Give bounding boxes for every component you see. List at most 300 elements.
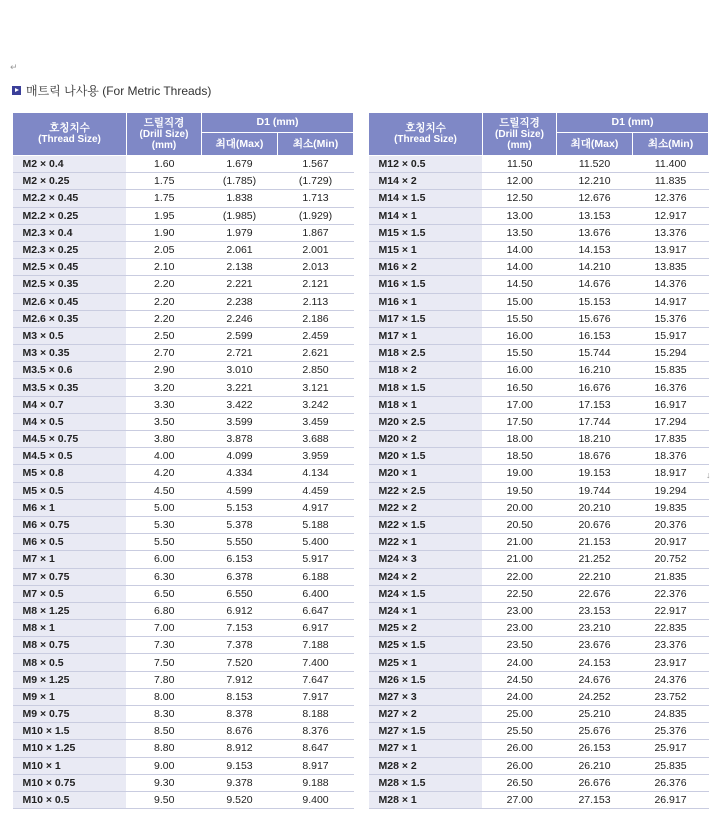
table-row <box>369 585 709 602</box>
bullet-arrow-icon <box>12 86 21 95</box>
return-mark: ↵ <box>10 62 18 72</box>
d1-max-cell: 13.153 <box>557 207 633 224</box>
table-row <box>369 327 709 344</box>
drill-size-cell: 14.00 <box>483 241 557 258</box>
d1-max-cell: (1.985) <box>202 207 278 224</box>
d1-max-cell: 24.153 <box>557 654 633 671</box>
d1-max-cell: 4.099 <box>202 448 278 465</box>
d1-max-cell: 16.210 <box>557 362 633 379</box>
drill-size-cell: 1.95 <box>127 207 202 224</box>
table-row <box>13 757 354 774</box>
thread-size-cell: M27 × 1.5 <box>369 723 483 740</box>
table-row <box>13 706 354 723</box>
d1-max-cell: 2.599 <box>202 327 278 344</box>
thread-size-cell: M4 × 0.7 <box>13 396 127 413</box>
d1-max-cell: 14.153 <box>557 241 633 258</box>
table-row <box>369 791 709 808</box>
d1-min-cell: 26.376 <box>633 774 709 791</box>
thread-size-cell: M24 × 2 <box>369 568 483 585</box>
d1-max-cell: 9.520 <box>202 791 278 808</box>
table-row <box>369 448 709 465</box>
thread-size-cell: M20 × 1.5 <box>369 448 483 465</box>
table-row <box>369 620 709 637</box>
table-row <box>13 293 354 310</box>
d1-max-cell: 12.676 <box>557 190 633 207</box>
d1-max-cell: 26.153 <box>557 740 633 757</box>
table-row <box>369 534 709 551</box>
table-row <box>13 534 354 551</box>
d1-max-cell: 7.912 <box>202 671 278 688</box>
table-row <box>369 740 709 757</box>
drill-size-cell: 2.90 <box>127 362 202 379</box>
d1-min-cell: 11.400 <box>633 156 709 173</box>
d1-min-cell: 23.376 <box>633 637 709 654</box>
thread-size-cell: M27 × 1 <box>369 740 483 757</box>
d1-max-cell: 5.378 <box>202 516 278 533</box>
drill-size-cell: 4.00 <box>127 448 202 465</box>
d1-max-cell: 2.061 <box>202 241 278 258</box>
thread-size-cell: M14 × 1.5 <box>369 190 483 207</box>
d1-max-cell: 1.979 <box>202 224 278 241</box>
d1-max-cell: 3.599 <box>202 413 278 430</box>
drill-size-cell: 15.00 <box>483 293 557 310</box>
d1-max-cell: 2.246 <box>202 310 278 327</box>
thread-size-cell: M10 × 0.75 <box>13 774 127 791</box>
drill-size-cell: 22.00 <box>483 568 557 585</box>
header-min: 최소(Min) <box>633 133 709 156</box>
thread-size-cell: M8 × 1 <box>13 620 127 637</box>
table-row <box>369 637 709 654</box>
drill-size-cell: 20.00 <box>483 499 557 516</box>
table-row <box>13 620 354 637</box>
thread-size-cell: M2.6 × 0.45 <box>13 293 127 310</box>
d1-max-cell: 9.153 <box>202 757 278 774</box>
d1-min-cell: 7.188 <box>278 637 354 654</box>
drill-size-cell: 16.00 <box>483 362 557 379</box>
d1-max-cell: 1.679 <box>202 156 278 173</box>
drill-size-cell: 25.50 <box>483 723 557 740</box>
thread-size-cell: M8 × 0.75 <box>13 637 127 654</box>
thread-size-cell: M17 × 1.5 <box>369 310 483 327</box>
table-row <box>369 482 709 499</box>
thread-size-cell: M24 × 3 <box>369 551 483 568</box>
d1-min-cell: 3.242 <box>278 396 354 413</box>
thread-size-cell: M28 × 2 <box>369 757 483 774</box>
table-row <box>369 207 709 224</box>
d1-max-cell: 2.721 <box>202 345 278 362</box>
thread-size-cell: M2.2 × 0.25 <box>13 207 127 224</box>
table-row <box>13 431 354 448</box>
drill-size-cell: 27.00 <box>483 791 557 808</box>
table-row <box>13 688 354 705</box>
d1-min-cell: 2.113 <box>278 293 354 310</box>
d1-max-cell: 8.153 <box>202 688 278 705</box>
d1-min-cell: 2.850 <box>278 362 354 379</box>
header-drill-size: 드릴직경 (Drill Size) (mm) <box>127 113 202 156</box>
d1-min-cell: 14.917 <box>633 293 709 310</box>
header-max: 최대(Max) <box>557 133 633 156</box>
table-row <box>13 551 354 568</box>
drill-size-cell: 13.50 <box>483 224 557 241</box>
d1-max-cell: 3.422 <box>202 396 278 413</box>
table-row <box>13 173 354 190</box>
d1-max-cell: 24.252 <box>557 688 633 705</box>
d1-min-cell: 8.917 <box>278 757 354 774</box>
d1-min-cell: 12.917 <box>633 207 709 224</box>
drill-size-cell: 9.00 <box>127 757 202 774</box>
thread-size-cell: M22 × 1.5 <box>369 516 483 533</box>
thread-size-cell: M3.5 × 0.6 <box>13 362 127 379</box>
thread-size-cell: M2.6 × 0.35 <box>13 310 127 327</box>
d1-min-cell: 19.835 <box>633 499 709 516</box>
drill-size-cell: 23.00 <box>483 602 557 619</box>
thread-size-cell: M12 × 0.5 <box>369 156 483 173</box>
d1-max-cell: 23.676 <box>557 637 633 654</box>
d1-min-cell: 6.188 <box>278 568 354 585</box>
thread-size-cell: M28 × 1 <box>369 791 483 808</box>
thread-size-cell: M15 × 1.5 <box>369 224 483 241</box>
thread-size-cell: M6 × 0.75 <box>13 516 127 533</box>
table-row <box>13 379 354 396</box>
d1-max-cell: 19.153 <box>557 465 633 482</box>
drill-size-cell: 6.50 <box>127 585 202 602</box>
table-row <box>369 396 709 413</box>
drill-size-cell: 17.00 <box>483 396 557 413</box>
table-row <box>369 568 709 585</box>
d1-min-cell: 4.459 <box>278 482 354 499</box>
thread-size-cell: M7 × 0.75 <box>13 568 127 585</box>
d1-max-cell: 26.210 <box>557 757 633 774</box>
drill-size-cell: 2.50 <box>127 327 202 344</box>
d1-min-cell: 2.001 <box>278 241 354 258</box>
thread-size-cell: M14 × 1 <box>369 207 483 224</box>
drill-size-cell: 18.00 <box>483 431 557 448</box>
table-row <box>369 293 709 310</box>
drill-size-cell: 13.00 <box>483 207 557 224</box>
thread-size-cell: M2.2 × 0.45 <box>13 190 127 207</box>
d1-max-cell: 17.744 <box>557 413 633 430</box>
table-row <box>369 362 709 379</box>
d1-min-cell: 12.376 <box>633 190 709 207</box>
d1-max-cell: 2.238 <box>202 293 278 310</box>
thread-size-cell: M22 × 1 <box>369 534 483 551</box>
thread-size-cell: M2 × 0.4 <box>13 156 127 173</box>
header-drill-size: 드릴직경 (Drill Size) (mm) <box>483 113 557 156</box>
d1-max-cell: 15.153 <box>557 293 633 310</box>
d1-min-cell: 7.917 <box>278 688 354 705</box>
drill-size-cell: 25.00 <box>483 706 557 723</box>
drill-size-cell: 8.30 <box>127 706 202 723</box>
drill-size-cell: 6.30 <box>127 568 202 585</box>
thread-size-cell: M8 × 1.25 <box>13 602 127 619</box>
drill-size-cell: 2.20 <box>127 293 202 310</box>
d1-max-cell: 14.676 <box>557 276 633 293</box>
thread-size-cell: M5 × 0.5 <box>13 482 127 499</box>
thread-size-cell: M24 × 1.5 <box>369 585 483 602</box>
header-d1: D1 (mm) <box>202 113 354 133</box>
thread-size-cell: M3 × 0.5 <box>13 327 127 344</box>
thread-size-cell: M2.5 × 0.35 <box>13 276 127 293</box>
thread-size-cell: M20 × 2.5 <box>369 413 483 430</box>
thread-size-cell: M2.3 × 0.25 <box>13 241 127 258</box>
d1-min-cell: 22.835 <box>633 620 709 637</box>
drill-size-cell: 6.80 <box>127 602 202 619</box>
drill-size-cell: 2.10 <box>127 259 202 276</box>
table-row <box>13 637 354 654</box>
table-row <box>369 173 709 190</box>
table-row <box>13 482 354 499</box>
thread-size-cell: M3.5 × 0.35 <box>13 379 127 396</box>
thread-size-cell: M22 × 2 <box>369 499 483 516</box>
table-row <box>13 499 354 516</box>
table-row <box>369 671 709 688</box>
d1-min-cell: 22.376 <box>633 585 709 602</box>
d1-max-cell: 6.378 <box>202 568 278 585</box>
d1-min-cell: 15.376 <box>633 310 709 327</box>
d1-max-cell: 20.676 <box>557 516 633 533</box>
d1-min-cell: 2.621 <box>278 345 354 362</box>
drill-size-cell: 2.70 <box>127 345 202 362</box>
d1-max-cell: 25.676 <box>557 723 633 740</box>
table-row <box>13 156 354 173</box>
table-row <box>369 688 709 705</box>
d1-min-cell: 19.294 <box>633 482 709 499</box>
table-row <box>13 241 354 258</box>
table-row <box>369 431 709 448</box>
thread-size-cell: M10 × 0.5 <box>13 791 127 808</box>
drill-size-cell: 23.50 <box>483 637 557 654</box>
d1-min-cell: 14.376 <box>633 276 709 293</box>
table-row <box>13 465 354 482</box>
thread-size-cell: M15 × 1 <box>369 241 483 258</box>
thread-size-cell: M18 × 1.5 <box>369 379 483 396</box>
drill-size-cell: 23.00 <box>483 620 557 637</box>
table-row <box>13 448 354 465</box>
drill-size-cell: 8.50 <box>127 723 202 740</box>
d1-min-cell: 22.917 <box>633 602 709 619</box>
drill-size-cell: 19.50 <box>483 482 557 499</box>
drill-size-cell: 3.30 <box>127 396 202 413</box>
d1-max-cell: 4.599 <box>202 482 278 499</box>
table-row <box>13 740 354 757</box>
table-row <box>13 207 354 224</box>
d1-min-cell: 23.752 <box>633 688 709 705</box>
d1-min-cell: 4.917 <box>278 499 354 516</box>
d1-max-cell: 9.378 <box>202 774 278 791</box>
table-row <box>13 190 354 207</box>
header-thread-size: 호칭치수 (Thread Size) <box>369 113 483 156</box>
d1-min-cell: 5.917 <box>278 551 354 568</box>
thread-size-cell: M18 × 1 <box>369 396 483 413</box>
d1-max-cell: 18.676 <box>557 448 633 465</box>
d1-max-cell: 26.676 <box>557 774 633 791</box>
drill-size-cell: 14.00 <box>483 259 557 276</box>
table-row <box>369 310 709 327</box>
drill-size-cell: 26.00 <box>483 740 557 757</box>
d1-max-cell: 13.676 <box>557 224 633 241</box>
d1-max-cell: 11.520 <box>557 156 633 173</box>
thread-size-cell: M28 × 1.5 <box>369 774 483 791</box>
d1-min-cell: 25.376 <box>633 723 709 740</box>
drill-size-cell: 9.30 <box>127 774 202 791</box>
d1-max-cell: 22.210 <box>557 568 633 585</box>
drill-size-cell: 2.20 <box>127 310 202 327</box>
drill-size-cell: 17.50 <box>483 413 557 430</box>
table-row <box>13 362 354 379</box>
d1-min-cell: 1.567 <box>278 156 354 173</box>
d1-min-cell: 25.917 <box>633 740 709 757</box>
d1-min-cell: 2.013 <box>278 259 354 276</box>
d1-min-cell: 3.688 <box>278 431 354 448</box>
table-row <box>369 723 709 740</box>
d1-max-cell: 3.010 <box>202 362 278 379</box>
drill-size-cell: 3.80 <box>127 431 202 448</box>
d1-max-cell: 27.153 <box>557 791 633 808</box>
thread-size-cell: M7 × 0.5 <box>13 585 127 602</box>
d1-min-cell: 18.376 <box>633 448 709 465</box>
table-row <box>13 259 354 276</box>
thread-size-cell: M4.5 × 0.5 <box>13 448 127 465</box>
thread-size-cell: M10 × 1.5 <box>13 723 127 740</box>
thread-size-cell: M18 × 2.5 <box>369 345 483 362</box>
d1-max-cell: 2.221 <box>202 276 278 293</box>
thread-size-cell: M8 × 0.5 <box>13 654 127 671</box>
d1-min-cell: 13.376 <box>633 224 709 241</box>
drill-size-cell: 9.50 <box>127 791 202 808</box>
table-row <box>13 413 354 430</box>
table-row <box>13 585 354 602</box>
drill-size-cell: 11.50 <box>483 156 557 173</box>
drill-size-cell: 5.30 <box>127 516 202 533</box>
d1-min-cell: 18.917 <box>633 465 709 482</box>
d1-min-cell: 3.959 <box>278 448 354 465</box>
drill-size-cell: 12.50 <box>483 190 557 207</box>
thread-size-cell: M25 × 2 <box>369 620 483 637</box>
arrow-mark: ↓ <box>706 470 711 480</box>
d1-max-cell: 25.210 <box>557 706 633 723</box>
d1-max-cell: 16.676 <box>557 379 633 396</box>
d1-max-cell: 5.153 <box>202 499 278 516</box>
thread-table-right <box>368 112 709 809</box>
d1-min-cell: 11.835 <box>633 173 709 190</box>
d1-min-cell: 26.917 <box>633 791 709 808</box>
d1-min-cell: 3.459 <box>278 413 354 430</box>
d1-min-cell: 5.188 <box>278 516 354 533</box>
table-row <box>13 327 354 344</box>
d1-min-cell: 20.917 <box>633 534 709 551</box>
d1-max-cell: 1.838 <box>202 190 278 207</box>
drill-size-cell: 20.50 <box>483 516 557 533</box>
d1-max-cell: 16.153 <box>557 327 633 344</box>
d1-max-cell: 6.550 <box>202 585 278 602</box>
drill-size-cell: 21.00 <box>483 551 557 568</box>
d1-min-cell: 4.134 <box>278 465 354 482</box>
section-heading <box>12 82 211 99</box>
d1-max-cell: 7.153 <box>202 620 278 637</box>
drill-size-cell: 1.75 <box>127 173 202 190</box>
d1-min-cell: 20.376 <box>633 516 709 533</box>
d1-min-cell: 13.835 <box>633 259 709 276</box>
drill-size-cell: 4.50 <box>127 482 202 499</box>
table-row <box>369 241 709 258</box>
drill-size-cell: 7.80 <box>127 671 202 688</box>
drill-size-cell: 24.00 <box>483 654 557 671</box>
drill-size-cell: 26.50 <box>483 774 557 791</box>
table-row <box>13 671 354 688</box>
drill-size-cell: 21.00 <box>483 534 557 551</box>
d1-min-cell: 8.376 <box>278 723 354 740</box>
table-row <box>369 224 709 241</box>
thread-size-cell: M18 × 2 <box>369 362 483 379</box>
table-row <box>13 224 354 241</box>
d1-min-cell: 8.647 <box>278 740 354 757</box>
d1-max-cell: 14.210 <box>557 259 633 276</box>
thread-size-cell: M17 × 1 <box>369 327 483 344</box>
table-row <box>13 602 354 619</box>
thread-size-cell: M6 × 0.5 <box>13 534 127 551</box>
drill-size-cell: 22.50 <box>483 585 557 602</box>
table-row <box>13 774 354 791</box>
table-row <box>13 345 354 362</box>
d1-min-cell: 9.188 <box>278 774 354 791</box>
drill-size-cell: 14.50 <box>483 276 557 293</box>
thread-size-cell: M2 × 0.25 <box>13 173 127 190</box>
table-row <box>369 757 709 774</box>
d1-max-cell: 23.210 <box>557 620 633 637</box>
drill-size-cell: 8.80 <box>127 740 202 757</box>
d1-max-cell: 7.378 <box>202 637 278 654</box>
d1-min-cell: 5.400 <box>278 534 354 551</box>
table-row <box>13 723 354 740</box>
drill-size-cell: 7.00 <box>127 620 202 637</box>
d1-min-cell: 13.917 <box>633 241 709 258</box>
thread-size-cell: M16 × 1.5 <box>369 276 483 293</box>
table-row <box>369 156 709 173</box>
drill-size-cell: 5.50 <box>127 534 202 551</box>
header-thread-size: 호칭치수 (Thread Size) <box>13 113 127 156</box>
table-row <box>369 345 709 362</box>
d1-max-cell: 5.550 <box>202 534 278 551</box>
d1-min-cell: 15.294 <box>633 345 709 362</box>
table-row <box>13 276 354 293</box>
thread-size-cell: M25 × 1 <box>369 654 483 671</box>
thread-size-cell: M5 × 0.8 <box>13 465 127 482</box>
d1-min-cell: 16.917 <box>633 396 709 413</box>
d1-max-cell: 20.210 <box>557 499 633 516</box>
d1-max-cell: 8.912 <box>202 740 278 757</box>
header-max: 최대(Max) <box>202 133 278 156</box>
d1-max-cell: 15.744 <box>557 345 633 362</box>
d1-max-cell: 3.221 <box>202 379 278 396</box>
d1-min-cell: 17.294 <box>633 413 709 430</box>
thread-size-cell: M9 × 1.25 <box>13 671 127 688</box>
thread-size-cell: M16 × 2 <box>369 259 483 276</box>
d1-min-cell: 25.835 <box>633 757 709 774</box>
drill-size-cell: 8.00 <box>127 688 202 705</box>
d1-min-cell: 7.400 <box>278 654 354 671</box>
thread-size-cell: M4.5 × 0.75 <box>13 431 127 448</box>
d1-min-cell: 6.400 <box>278 585 354 602</box>
thread-size-cell: M20 × 2 <box>369 431 483 448</box>
table-row <box>13 654 354 671</box>
table-row <box>369 259 709 276</box>
table-row <box>369 465 709 482</box>
drill-size-cell: 7.30 <box>127 637 202 654</box>
d1-min-cell: 2.459 <box>278 327 354 344</box>
d1-max-cell: 18.210 <box>557 431 633 448</box>
drill-size-cell: 4.20 <box>127 465 202 482</box>
drill-size-cell: 16.50 <box>483 379 557 396</box>
